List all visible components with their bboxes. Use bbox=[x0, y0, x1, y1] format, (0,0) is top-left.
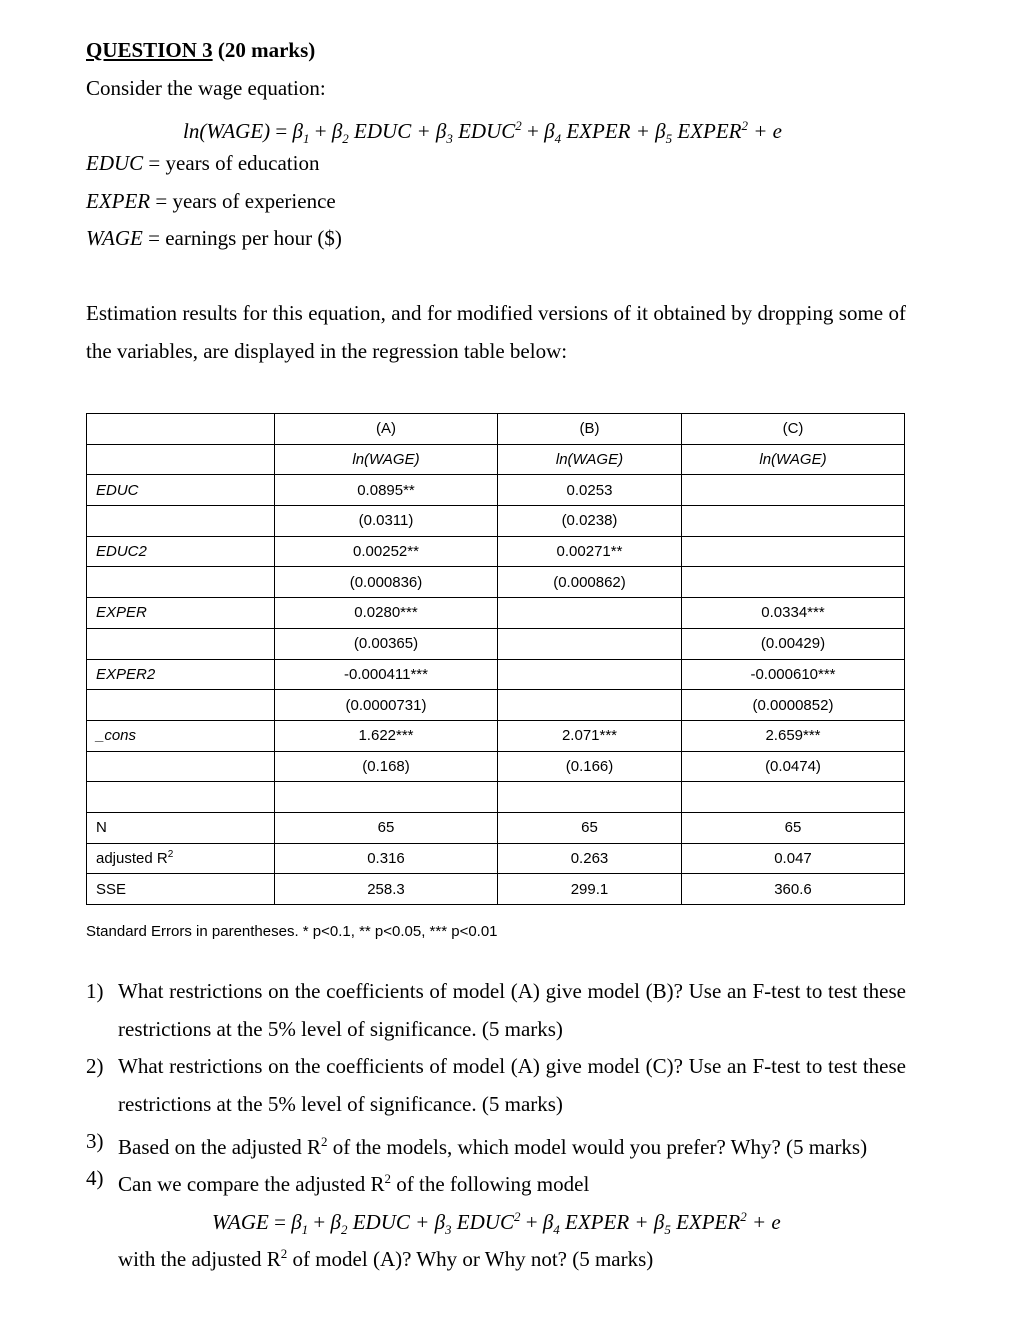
table-row bbox=[87, 506, 905, 537]
question-number: QUESTION 3 bbox=[86, 38, 213, 62]
cell-model-a: (0.00365) bbox=[275, 628, 498, 659]
cell-model-c: 0.0334*** bbox=[682, 598, 905, 629]
cell-model-c: -0.000610*** bbox=[682, 659, 905, 690]
row-label bbox=[87, 782, 275, 813]
intro-text: Consider the wage equation: bbox=[86, 76, 326, 100]
cell-model-b: (0.000862) bbox=[498, 567, 682, 598]
cell-model-c: (0.0474) bbox=[682, 751, 905, 782]
cell-model-b: ln(WAGE) bbox=[498, 444, 682, 475]
definition-exper: EXPER = years of experience bbox=[86, 189, 336, 213]
cell-model-a: 1.622*** bbox=[275, 720, 498, 751]
row-label bbox=[87, 414, 275, 445]
cell-model-c: ln(WAGE) bbox=[682, 444, 905, 475]
question-3: 3) Based on the adjusted $R^2$ of the models, which model would you prefer? Why? (5 marks) bbox=[86, 1129, 868, 1159]
table-note: Standard Errors in parentheses. * p<0.1, ** p<0.05, *** p<0.01 bbox=[86, 923, 498, 940]
row-label bbox=[87, 751, 275, 782]
cell-model-c: (0.00429) bbox=[682, 628, 905, 659]
table-row bbox=[87, 475, 905, 506]
table-row bbox=[87, 444, 905, 475]
cell-model-b bbox=[498, 782, 682, 813]
wage-equation: ln(WAGE) = $\beta_1 + \beta_2$ EDUC + $\beta_3$ $EDUC^2 + \beta_4$ EXPER + $\beta_5$ $EXPER^2 + e$ bbox=[183, 118, 783, 147]
estimation-paragraph: Estimation results for this equation, and for modified versions of it obtained by dropping some of the variables, are displayed in the regression table below: bbox=[86, 301, 906, 363]
row-label: EDUC bbox=[87, 475, 275, 506]
question-title bbox=[86, 37, 315, 63]
cell-model-a: 0.0895** bbox=[275, 475, 498, 506]
cell-model-a: ln(WAGE) bbox=[275, 444, 498, 475]
cell-model-b: 0.263 bbox=[498, 843, 682, 874]
cell-model-b: 0.0253 bbox=[498, 475, 682, 506]
cell-model-c: 360.6 bbox=[682, 874, 905, 905]
cell-model-a: (0.0311) bbox=[275, 506, 498, 537]
cell-model-b bbox=[498, 659, 682, 690]
cell-model-c bbox=[682, 536, 905, 567]
table-row bbox=[87, 843, 905, 874]
table-row bbox=[87, 659, 905, 690]
row-label bbox=[87, 690, 275, 721]
cell-model-c: 0.047 bbox=[682, 843, 905, 874]
cell-model-a bbox=[275, 782, 498, 813]
cell-model-b: (0.0238) bbox=[498, 506, 682, 537]
definition-educ: EDUC = years of education bbox=[86, 151, 320, 175]
table-row bbox=[87, 690, 905, 721]
table-row bbox=[87, 782, 905, 813]
row-label: N bbox=[87, 812, 275, 843]
row-label bbox=[87, 444, 275, 475]
table-row bbox=[87, 628, 905, 659]
cell-model-a: -0.000411*** bbox=[275, 659, 498, 690]
cell-model-a: (0.000836) bbox=[275, 567, 498, 598]
cell-model-a: 258.3 bbox=[275, 874, 498, 905]
cell-model-b: 65 bbox=[498, 812, 682, 843]
cell-model-a: 0.0280*** bbox=[275, 598, 498, 629]
cell-model-b bbox=[498, 598, 682, 629]
cell-model-a: (A) bbox=[275, 414, 498, 445]
row-label: adjusted $R^2$ bbox=[87, 843, 275, 874]
cell-model-c bbox=[682, 782, 905, 813]
cell-model-c: (0.0000852) bbox=[682, 690, 905, 721]
cell-model-c: 2.659*** bbox=[682, 720, 905, 751]
cell-model-c bbox=[682, 567, 905, 598]
cell-model-b bbox=[498, 628, 682, 659]
row-label: EDUC2 bbox=[87, 536, 275, 567]
question-1: 1) What restrictions on the coefficients of model (A) give model (B)? Use an F-test to test these restrictions at the 5% level of significance. (5 marks) bbox=[86, 979, 906, 1041]
cell-model-c bbox=[682, 506, 905, 537]
cell-model-b: (B) bbox=[498, 414, 682, 445]
table-row bbox=[87, 567, 905, 598]
table-row bbox=[87, 720, 905, 751]
regression-table bbox=[86, 413, 905, 905]
cell-model-b: 2.071*** bbox=[498, 720, 682, 751]
row-label: _cons bbox=[87, 720, 275, 751]
cell-model-a: 0.00252** bbox=[275, 536, 498, 567]
row-label: EXPER bbox=[87, 598, 275, 629]
cell-model-a: 65 bbox=[275, 812, 498, 843]
question-2: 2) What restrictions on the coefficients of model (A) give model (C)? Use an F-test to test these restrictions at the 5% level of significance. (5 marks) bbox=[86, 1054, 906, 1116]
table-row bbox=[87, 598, 905, 629]
cell-model-b: 299.1 bbox=[498, 874, 682, 905]
question-4: 4) Can we compare the adjusted $R^2$ of the following model bbox=[86, 1166, 590, 1196]
row-label bbox=[87, 567, 275, 598]
table-row bbox=[87, 751, 905, 782]
cell-model-a: (0.168) bbox=[275, 751, 498, 782]
row-label bbox=[87, 628, 275, 659]
question-4-continuation: with the adjusted $R^2$ of model (A)? Why or Why not? (5 marks) bbox=[118, 1246, 654, 1271]
table-row bbox=[87, 536, 905, 567]
row-label: SSE bbox=[87, 874, 275, 905]
cell-model-a: 0.316 bbox=[275, 843, 498, 874]
wage-equation-levels: WAGE = $\beta_1 + \beta_2$ EDUC + $\beta_3$ $EDUC^2 + \beta_4$ EXPER + $\beta_5$ $EXPER^2 + e$ bbox=[212, 1209, 781, 1238]
table-row bbox=[87, 812, 905, 843]
cell-model-c bbox=[682, 475, 905, 506]
table-row bbox=[87, 874, 905, 905]
cell-model-b bbox=[498, 690, 682, 721]
row-label: EXPER2 bbox=[87, 659, 275, 690]
cell-model-c: 65 bbox=[682, 812, 905, 843]
question-marks: (20 marks) bbox=[217, 38, 316, 62]
cell-model-b: (0.166) bbox=[498, 751, 682, 782]
row-label bbox=[87, 506, 275, 537]
table-row bbox=[87, 414, 905, 445]
cell-model-b: 0.00271** bbox=[498, 536, 682, 567]
cell-model-c: (C) bbox=[682, 414, 905, 445]
definition-wage: WAGE = earnings per hour ($) bbox=[86, 226, 342, 250]
cell-model-a: (0.0000731) bbox=[275, 690, 498, 721]
